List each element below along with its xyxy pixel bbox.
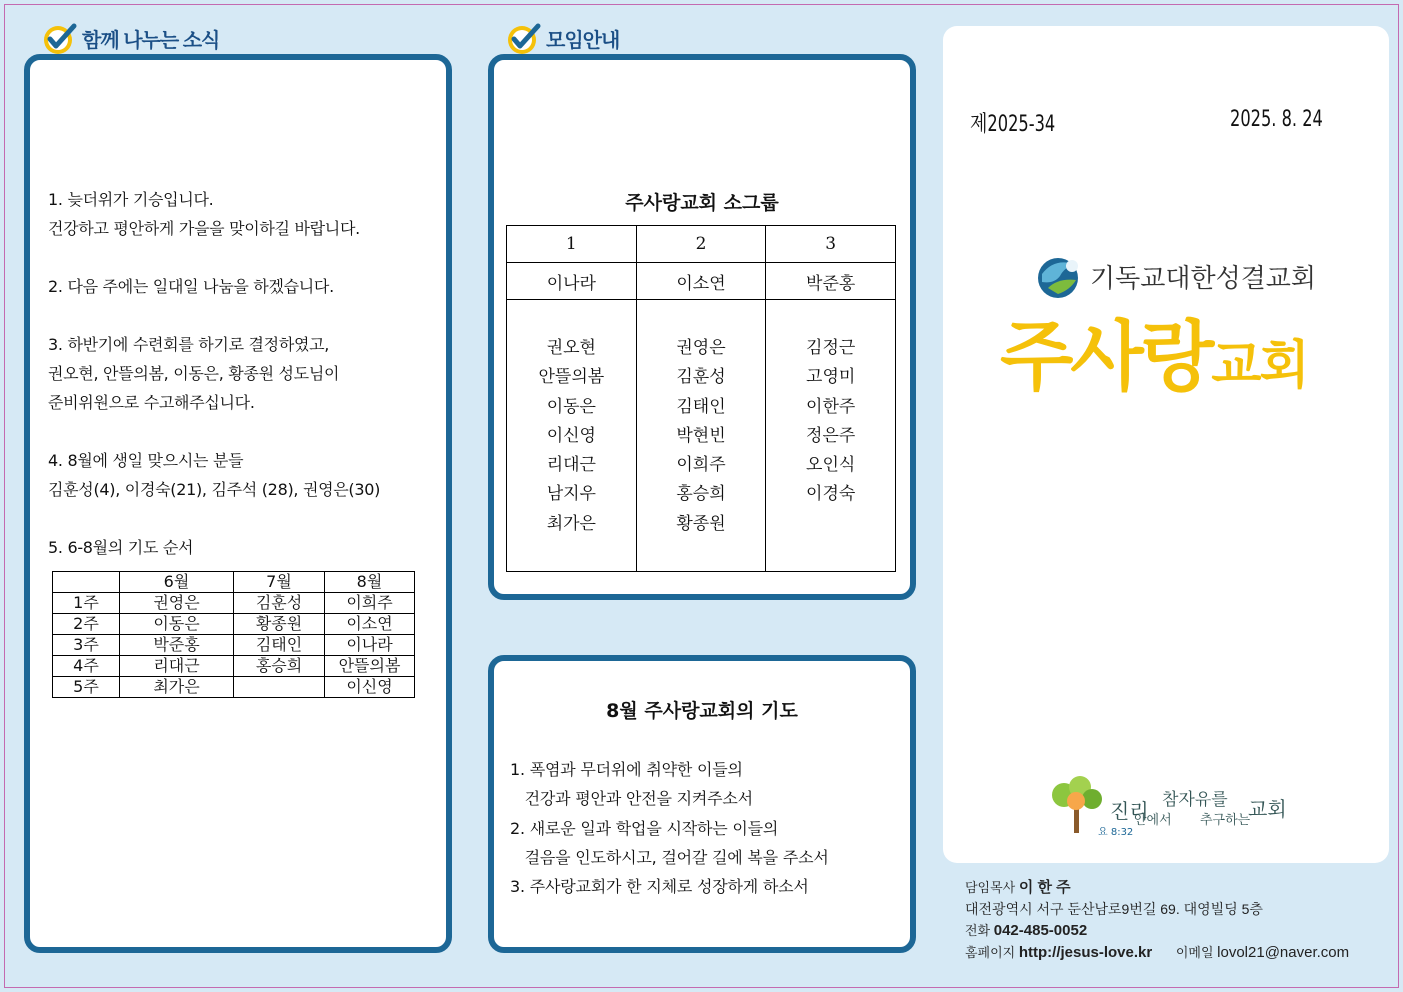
- table-cell: 안뜰의봄: [325, 656, 415, 677]
- group-members: [636, 300, 766, 572]
- church-motto: [1048, 775, 1298, 845]
- pastor-line: [965, 876, 1071, 897]
- church-address: 대전광역시 서구 둔산남로9번길 69. 대영빌딩 5층: [965, 901, 1263, 917]
- table-cell: 이신영: [325, 677, 415, 698]
- prayer-schedule-table: [52, 571, 415, 698]
- table-cell: 2주: [53, 614, 120, 635]
- group-member: 이희주: [676, 455, 726, 476]
- group-leader: 이나라: [507, 263, 637, 300]
- table-cell: [53, 572, 120, 593]
- small-groups-table: [506, 225, 896, 572]
- table-cell: 황종원: [234, 614, 325, 635]
- table-cell: 8월: [325, 572, 415, 593]
- groups-title: 주사랑교회 소그룹: [625, 192, 779, 214]
- table-cell: 김훈성: [234, 593, 325, 614]
- table-cell: 홍승희: [234, 656, 325, 677]
- motto-word: 진리: [1110, 801, 1149, 823]
- group-member: 남지우: [546, 484, 596, 505]
- denomination-logo-icon: [1034, 254, 1084, 300]
- notice-gap: [48, 301, 428, 330]
- notice-line: 4. 8월에 생일 맞으시는 분들: [48, 451, 244, 470]
- check-badge-icon: [506, 20, 542, 56]
- group-member: 오인식: [806, 455, 856, 476]
- table-cell: 박준홍: [120, 635, 234, 656]
- prayer-point: 1. 폭염과 무더위에 취약한 이들의: [510, 760, 743, 779]
- notice-line: 건강하고 평안하게 가을을 맞이하길 바랍니다.: [48, 219, 360, 238]
- phone-line: [965, 920, 1087, 939]
- table-cell: 김태인: [234, 635, 325, 656]
- table-cell: 7월: [234, 572, 325, 593]
- homepage-label: 홈페이지: [965, 945, 1016, 960]
- table-row: [507, 226, 896, 263]
- motto-word: 추구하는: [1200, 813, 1251, 828]
- table-cell: 1주: [53, 593, 120, 614]
- group-members: [507, 300, 637, 572]
- group-leader: 박준홍: [766, 263, 896, 300]
- issue-date: 2025. 8. 24: [1230, 107, 1323, 132]
- prayer-points: [510, 755, 829, 901]
- group-number: 3: [766, 226, 896, 263]
- email-label: 이메일: [1175, 945, 1214, 960]
- group-member: 이신영: [546, 425, 596, 446]
- group-member: 최가은: [546, 513, 596, 534]
- notice-line: 김훈성(4), 이경숙(21), 김주석 (28), 권영은(30): [48, 480, 381, 499]
- table-cell: [234, 677, 325, 698]
- denomination-name: 기독교대한성결교회: [1090, 263, 1317, 293]
- motto-word: 참자유를: [1162, 790, 1228, 809]
- notice-gap: [48, 417, 428, 446]
- check-badge-icon: [42, 20, 78, 56]
- prayer-point: 건강과 평안과 안전을 지켜주소서: [510, 789, 753, 809]
- table-row: [53, 572, 415, 593]
- church-name-logo: [1000, 296, 1308, 405]
- table-row: [53, 677, 415, 698]
- prayer-point: 걸음을 인도하시고, 걸어갈 길에 복을 주소서: [510, 847, 829, 867]
- notice-line: 2. 다음 주에는 일대일 나눔을 하겠습니다.: [48, 277, 334, 296]
- table-cell: 이나라: [325, 635, 415, 656]
- notice-line: 1. 늦더위가 기승입니다.: [48, 190, 214, 209]
- news-heading-text: 함께 나누는 소식: [82, 29, 220, 52]
- notice-list: [48, 185, 428, 562]
- notice-line: 5. 6-8월의 기도 순서: [48, 538, 194, 557]
- group-member: 정은주: [806, 425, 856, 446]
- cover-panel: [943, 26, 1389, 863]
- motto-word: 교회: [1248, 799, 1287, 821]
- phone-label: 전화: [965, 923, 991, 938]
- homepage-link[interactable]: http://jesus-love.kr: [1018, 944, 1153, 961]
- group-member: 김훈성: [676, 367, 726, 388]
- church-name-small: 교회: [1211, 336, 1308, 396]
- email-address[interactable]: lovol21@naver.com: [1217, 944, 1350, 961]
- meeting-heading: [506, 20, 619, 56]
- table-cell: 5주: [53, 677, 120, 698]
- phone-number: 042-485-0052: [993, 922, 1088, 939]
- group-member: 안뜰의봄: [538, 367, 605, 388]
- group-member: 이경숙: [806, 484, 856, 505]
- table-cell: 권영은: [120, 593, 234, 614]
- table-cell: 이동은: [120, 614, 234, 635]
- table-cell: 최가은: [120, 677, 234, 698]
- notice-gap: [48, 243, 428, 272]
- table-cell: 3주: [53, 635, 120, 656]
- table-row: [53, 635, 415, 656]
- table-row: [507, 300, 896, 572]
- group-member: 홍승희: [676, 484, 726, 505]
- pastor-label: 담임목사: [965, 880, 1016, 895]
- table-row: [53, 614, 415, 635]
- pastor-name: 이 한 주: [1018, 879, 1071, 896]
- table-cell: 4주: [53, 656, 120, 677]
- table-cell: 리대근: [120, 656, 234, 677]
- table-cell: 이희주: [325, 593, 415, 614]
- group-member: 박현빈: [676, 425, 726, 446]
- meeting-heading-text: 모임안내: [546, 29, 620, 52]
- group-leader: 이소연: [636, 263, 766, 300]
- group-member: 권영은: [676, 338, 726, 358]
- table-row: [53, 656, 415, 677]
- news-heading: [42, 20, 219, 56]
- table-row: [53, 593, 415, 614]
- group-member: 황종원: [676, 513, 726, 534]
- prayer-point: 2. 새로운 일과 학업을 시작하는 이들의: [510, 818, 779, 838]
- group-member: 김정근: [806, 338, 856, 358]
- notice-line: 3. 하반기에 수련회를 하기로 결정하였고,: [48, 335, 330, 354]
- group-members: [766, 300, 896, 572]
- motto-verse: 요 8:32: [1098, 827, 1134, 838]
- church-name-big: 주사랑: [1000, 312, 1212, 401]
- notice-line: 준비위원으로 수고해주십니다.: [48, 393, 255, 412]
- group-member: 이한주: [806, 396, 856, 417]
- group-member: 김태인: [676, 396, 726, 417]
- prayer-point: 3. 주사랑교회가 한 지체로 성장하게 하소서: [510, 877, 809, 897]
- group-number: 2: [636, 226, 766, 263]
- table-cell: 6월: [120, 572, 234, 593]
- group-number: 1: [507, 226, 637, 263]
- group-member: 이동은: [546, 396, 596, 417]
- issue-number: 제2025-34: [970, 112, 1056, 137]
- notice-gap: [48, 504, 428, 533]
- group-member: 리대근: [546, 455, 596, 476]
- notice-line: 권오현, 안뜰의봄, 이동은, 황종원 성도님이: [48, 364, 340, 383]
- group-member: 고영미: [806, 367, 856, 388]
- group-member: 권오현: [546, 338, 596, 358]
- table-cell: 이소연: [325, 614, 415, 635]
- table-row: [507, 263, 896, 300]
- web-line: [965, 942, 1349, 961]
- motto-word: 안에서: [1134, 813, 1172, 828]
- prayer-title: 8월 주사랑교회의 기도: [606, 700, 798, 722]
